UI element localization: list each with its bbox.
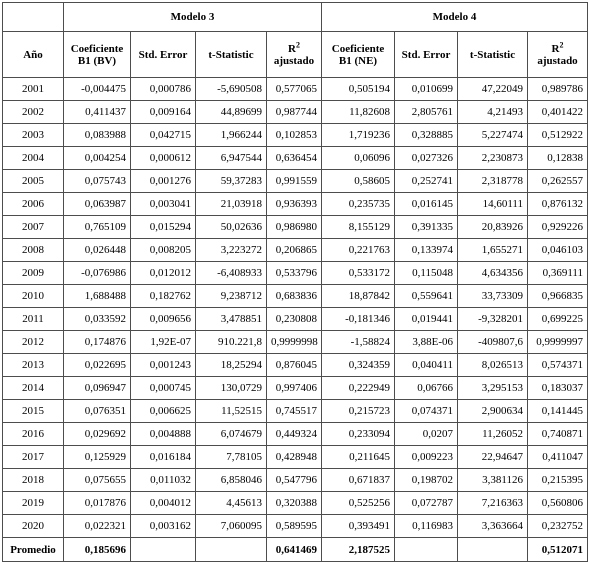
m3-r2-cell: 0,986980 (267, 216, 322, 239)
m4-r2-cell: 0,699225 (528, 308, 588, 331)
m4-r2-cell: 0,966835 (528, 285, 588, 308)
table-row (3, 354, 588, 377)
year-cell: 2010 (3, 285, 64, 308)
m4-t-statistic-cell: 4,634356 (458, 262, 528, 285)
m4-coefficient-cell: 8,155129 (322, 216, 395, 239)
year-column-header: Año (3, 32, 64, 78)
m3-coefficient-cell: 0,075743 (64, 170, 131, 193)
m4-coefficient-header (322, 32, 395, 78)
m3-coefficient-cell: 0,096947 (64, 377, 131, 400)
m4-std-error-cell: 0,559641 (395, 285, 458, 308)
m4-r2-cell: 0,929226 (528, 216, 588, 239)
m3-coefficient-cell: 0,026448 (64, 239, 131, 262)
m3-coefficient-cell: 0,022695 (64, 354, 131, 377)
m3-std-error-cell: 0,000612 (131, 147, 196, 170)
m4-r2-header (528, 32, 588, 78)
m4-t-statistic-cell: 5,227474 (458, 124, 528, 147)
m3-std-error-cell: 0,001276 (131, 170, 196, 193)
m3-std-error-cell: 0,004888 (131, 423, 196, 446)
m3-t-statistic-header: t-Statistic (196, 32, 267, 78)
m4-std-error-cell: 0,116983 (395, 515, 458, 538)
m3-coefficient-header (64, 32, 131, 78)
empty-corner-cell (3, 3, 64, 32)
m4-coefficient-cell: 0,505194 (322, 78, 395, 101)
m4-r2-cell: 0,560806 (528, 492, 588, 515)
m4-std-error-cell: 0,0207 (395, 423, 458, 446)
year-cell: 2003 (3, 124, 64, 147)
m3-coefficient-cell: 0,083988 (64, 124, 131, 147)
m3-coefficient-cell: 0,029692 (64, 423, 131, 446)
average-m3-r2-cell: 0,641469 (267, 538, 322, 562)
year-cell: 2014 (3, 377, 64, 400)
average-m4-t-statistic-cell (458, 538, 528, 562)
m3-std-error-cell: 0,182762 (131, 285, 196, 308)
m4-t-statistic-cell: 11,26052 (458, 423, 528, 446)
table-row (3, 446, 588, 469)
m4-coefficient-cell: -1,58824 (322, 331, 395, 354)
m4-t-statistic-cell: 2,230873 (458, 147, 528, 170)
m3-t-statistic-cell: 50,02636 (196, 216, 267, 239)
m3-std-error-cell: 0,016184 (131, 446, 196, 469)
m3-r2-cell: 0,991559 (267, 170, 322, 193)
m4-r2-cell: 0,232752 (528, 515, 588, 538)
table-row (3, 147, 588, 170)
m4-std-error-cell: 0,391335 (395, 216, 458, 239)
year-cell: 2016 (3, 423, 64, 446)
average-m3-coefficient-cell: 0,185696 (64, 538, 131, 562)
m3-coefficient-cell: 0,411437 (64, 101, 131, 124)
m3-std-error-header: Std. Error (131, 32, 196, 78)
table-row (3, 124, 588, 147)
m4-std-error-cell: 0,115048 (395, 262, 458, 285)
m4-t-statistic-cell: 8,026513 (458, 354, 528, 377)
m4-r2-cell: 0,262557 (528, 170, 588, 193)
m4-r2-cell: 0,512922 (528, 124, 588, 147)
m3-coefficient-cell: -0,076986 (64, 262, 131, 285)
year-cell: 2006 (3, 193, 64, 216)
m3-std-error-cell: 0,006625 (131, 400, 196, 423)
m3-t-statistic-cell: 9,238712 (196, 285, 267, 308)
m3-coefficient-cell: 0,022321 (64, 515, 131, 538)
m3-t-statistic-cell: 1,966244 (196, 124, 267, 147)
m3-std-error-cell: 0,009164 (131, 101, 196, 124)
m3-r2-cell: 0,997406 (267, 377, 322, 400)
m4-r2-cell: 0,574371 (528, 354, 588, 377)
average-m3-std-error-cell (131, 538, 196, 562)
m4-coefficient-cell: 11,82608 (322, 101, 395, 124)
m3-coefficient-cell: 0,033592 (64, 308, 131, 331)
m4-coefficient-cell: 0,06096 (322, 147, 395, 170)
m4-coefficient-cell: 0,671837 (322, 469, 395, 492)
m4-t-statistic-cell: 3,381126 (458, 469, 528, 492)
year-cell: 2007 (3, 216, 64, 239)
m4-t-statistic-cell: 33,73309 (458, 285, 528, 308)
m3-t-statistic-cell: 6,947544 (196, 147, 267, 170)
m4-r2-symbol: R (551, 42, 560, 55)
table-row (3, 515, 588, 538)
table-row (3, 78, 588, 101)
year-cell: 2005 (3, 170, 64, 193)
m4-coefficient-cell: 18,87842 (322, 285, 395, 308)
m3-std-error-cell: 0,004012 (131, 492, 196, 515)
year-cell: 2017 (3, 446, 64, 469)
m4-r2-cell: 0,369111 (528, 262, 588, 285)
m4-t-statistic-cell: 2,318778 (458, 170, 528, 193)
m4-std-error-cell: 3,88E-06 (395, 331, 458, 354)
regression-results-table (2, 2, 588, 562)
m3-t-statistic-cell: 7,78105 (196, 446, 267, 469)
year-cell: 2013 (3, 354, 64, 377)
group-header-row (3, 3, 588, 32)
average-m4-r2-cell: 0,512071 (528, 538, 588, 562)
m3-r2-cell: 0,683836 (267, 285, 322, 308)
m4-std-error-cell: 0,010699 (395, 78, 458, 101)
m3-r2-label: ajustado (273, 54, 315, 67)
m4-t-statistic-cell: 47,22049 (458, 78, 528, 101)
m3-std-error-cell: 0,011032 (131, 469, 196, 492)
m4-t-statistic-cell: 20,83926 (458, 216, 528, 239)
table-row (3, 193, 588, 216)
m4-t-statistic-cell: -409807,6 (458, 331, 528, 354)
table-body (3, 78, 588, 562)
table-row (3, 285, 588, 308)
m4-coefficient-cell: -0,181346 (322, 308, 395, 331)
m4-t-statistic-cell: 4,21493 (458, 101, 528, 124)
m3-r2-header (267, 32, 322, 78)
m3-t-statistic-cell: 44,89699 (196, 101, 267, 124)
average-m3-t-statistic-cell (196, 538, 267, 562)
m3-r2-cell: 0,987744 (267, 101, 322, 124)
m4-coefficient-cell: 0,211645 (322, 446, 395, 469)
m4-std-error-cell: 0,009223 (395, 446, 458, 469)
year-cell: 2012 (3, 331, 64, 354)
m4-coefficient-cell: 0,324359 (322, 354, 395, 377)
m4-r2-cell: 0,183037 (528, 377, 588, 400)
m3-r2-exponent: 2 (295, 39, 300, 49)
m4-coefficient-cell: 0,221763 (322, 239, 395, 262)
m4-r2-exponent: 2 (559, 39, 564, 49)
m3-std-error-cell: 0,042715 (131, 124, 196, 147)
m3-std-error-cell: 0,009656 (131, 308, 196, 331)
m4-coefficient-cell: 0,222949 (322, 377, 395, 400)
m4-coefficient-cell: 0,215723 (322, 400, 395, 423)
m3-std-error-cell: 0,008205 (131, 239, 196, 262)
table-row (3, 423, 588, 446)
m4-coefficient-cell: 0,393491 (322, 515, 395, 538)
m3-r2-cell: 0,636454 (267, 147, 322, 170)
m4-r2-cell: 0,12838 (528, 147, 588, 170)
m4-r2-cell: 0,876132 (528, 193, 588, 216)
m4-coefficient-cell: 0,58605 (322, 170, 395, 193)
year-cell: 2002 (3, 101, 64, 124)
m4-t-statistic-cell: 7,216363 (458, 492, 528, 515)
m4-coefficient-header-line2: B1 (NE) (338, 54, 378, 67)
m3-t-statistic-cell: 6,074679 (196, 423, 267, 446)
m3-r2-cell: 0,547796 (267, 469, 322, 492)
m3-coefficient-cell: 0,174876 (64, 331, 131, 354)
m3-r2-cell: 0,589595 (267, 515, 322, 538)
m3-t-statistic-cell: 3,223272 (196, 239, 267, 262)
m4-r2-cell: 0,9999997 (528, 331, 588, 354)
m4-t-statistic-cell: -9,328201 (458, 308, 528, 331)
m3-t-statistic-cell: 4,45613 (196, 492, 267, 515)
m4-t-statistic-cell: 14,60111 (458, 193, 528, 216)
table-row (3, 331, 588, 354)
average-label-cell: Promedio (3, 538, 64, 562)
modelo-4-header: Modelo 4 (322, 3, 588, 32)
table-row (3, 377, 588, 400)
m3-r2-cell: 0,533796 (267, 262, 322, 285)
table-row (3, 308, 588, 331)
m3-r2-cell: 0,102853 (267, 124, 322, 147)
m4-r2-cell: 0,989786 (528, 78, 588, 101)
m4-coefficient-cell: 1,719236 (322, 124, 395, 147)
m3-coefficient-cell: -0,004475 (64, 78, 131, 101)
table-row (3, 239, 588, 262)
m3-t-statistic-cell: 6,858046 (196, 469, 267, 492)
m4-r2-cell: 0,740871 (528, 423, 588, 446)
m3-t-statistic-cell: 910.221,8 (196, 331, 267, 354)
m4-std-error-cell: 0,016145 (395, 193, 458, 216)
m3-std-error-cell: 1,92E-07 (131, 331, 196, 354)
m3-coefficient-cell: 0,063987 (64, 193, 131, 216)
m4-std-error-cell: 0,040411 (395, 354, 458, 377)
m3-coefficient-cell: 0,004254 (64, 147, 131, 170)
m4-coefficient-cell: 0,235735 (322, 193, 395, 216)
m3-std-error-cell: 0,001243 (131, 354, 196, 377)
m3-coefficient-cell: 0,125929 (64, 446, 131, 469)
m3-t-statistic-cell: 59,37283 (196, 170, 267, 193)
m3-r2-cell: 0,230808 (267, 308, 322, 331)
column-header-row (3, 32, 588, 78)
m4-std-error-header: Std. Error (395, 32, 458, 78)
table-row (3, 262, 588, 285)
m3-r2-cell: 0,320388 (267, 492, 322, 515)
table-row (3, 492, 588, 515)
m4-r2-cell: 0,215395 (528, 469, 588, 492)
average-m4-std-error-cell (395, 538, 458, 562)
m4-t-statistic-cell: 1,655271 (458, 239, 528, 262)
table-row (3, 216, 588, 239)
m4-std-error-cell: 0,328885 (395, 124, 458, 147)
m4-r2-label: ajustado (537, 54, 578, 67)
m3-r2-cell: 0,428948 (267, 446, 322, 469)
year-cell: 2015 (3, 400, 64, 423)
m4-t-statistic-header: t-Statistic (458, 32, 528, 78)
table-row (3, 170, 588, 193)
m3-t-statistic-cell: -6,408933 (196, 262, 267, 285)
m3-coefficient-cell: 0,076351 (64, 400, 131, 423)
m4-std-error-cell: 2,805761 (395, 101, 458, 124)
m3-std-error-cell: 0,003162 (131, 515, 196, 538)
m3-t-statistic-cell: 7,060095 (196, 515, 267, 538)
year-cell: 2019 (3, 492, 64, 515)
m3-r2-cell: 0,449324 (267, 423, 322, 446)
average-row (3, 538, 588, 562)
year-cell: 2018 (3, 469, 64, 492)
m3-t-statistic-cell: 130,0729 (196, 377, 267, 400)
m4-std-error-cell: 0,133974 (395, 239, 458, 262)
m3-r2-cell: 0,936393 (267, 193, 322, 216)
m3-std-error-cell: 0,000786 (131, 78, 196, 101)
m3-t-statistic-cell: 11,52515 (196, 400, 267, 423)
m4-t-statistic-cell: 3,363664 (458, 515, 528, 538)
m4-std-error-cell: 0,027326 (395, 147, 458, 170)
m3-r2-cell: 0,9999998 (267, 331, 322, 354)
m3-t-statistic-cell: 21,03918 (196, 193, 267, 216)
m4-r2-cell: 0,141445 (528, 400, 588, 423)
m3-r2-cell: 0,745517 (267, 400, 322, 423)
m3-std-error-cell: 0,003041 (131, 193, 196, 216)
m4-std-error-cell: 0,06766 (395, 377, 458, 400)
m4-std-error-cell: 0,252741 (395, 170, 458, 193)
m3-coefficient-cell: 1,688488 (64, 285, 131, 308)
m4-coefficient-header-line1: Coeficiente (331, 42, 385, 55)
table-row (3, 469, 588, 492)
table-row (3, 400, 588, 423)
m3-coefficient-cell: 0,017876 (64, 492, 131, 515)
m3-r2-cell: 0,876045 (267, 354, 322, 377)
m3-t-statistic-cell: 3,478851 (196, 308, 267, 331)
m4-std-error-cell: 0,019441 (395, 308, 458, 331)
m3-std-error-cell: 0,012012 (131, 262, 196, 285)
m4-std-error-cell: 0,198702 (395, 469, 458, 492)
year-cell: 2011 (3, 308, 64, 331)
m4-std-error-cell: 0,074371 (395, 400, 458, 423)
year-cell: 2001 (3, 78, 64, 101)
m4-r2-cell: 0,046103 (528, 239, 588, 262)
m4-t-statistic-cell: 22,94647 (458, 446, 528, 469)
m4-t-statistic-cell: 2,900634 (458, 400, 528, 423)
m3-std-error-cell: 0,000745 (131, 377, 196, 400)
m4-r2-cell: 0,401422 (528, 101, 588, 124)
m4-coefficient-cell: 0,233094 (322, 423, 395, 446)
m3-t-statistic-cell: 18,25294 (196, 354, 267, 377)
m3-coefficient-cell: 0,765109 (64, 216, 131, 239)
m3-coefficient-header-line1: Coeficiente (70, 42, 124, 55)
m3-coefficient-cell: 0,075655 (64, 469, 131, 492)
m3-t-statistic-cell: -5,690508 (196, 78, 267, 101)
m4-std-error-cell: 0,072787 (395, 492, 458, 515)
year-cell: 2008 (3, 239, 64, 262)
year-cell: 2009 (3, 262, 64, 285)
m3-r2-cell: 0,206865 (267, 239, 322, 262)
m4-coefficient-cell: 0,533172 (322, 262, 395, 285)
year-cell: 2004 (3, 147, 64, 170)
m4-r2-cell: 0,411047 (528, 446, 588, 469)
m3-r2-cell: 0,577065 (267, 78, 322, 101)
table-row (3, 101, 588, 124)
modelo-3-header: Modelo 3 (64, 3, 322, 32)
m3-r2-symbol: R (288, 42, 296, 55)
m3-std-error-cell: 0,015294 (131, 216, 196, 239)
year-cell: 2020 (3, 515, 64, 538)
m3-coefficient-header-line2: B1 (BV) (77, 54, 117, 67)
m4-t-statistic-cell: 3,295153 (458, 377, 528, 400)
m4-coefficient-cell: 0,525256 (322, 492, 395, 515)
average-m4-coefficient-cell: 2,187525 (322, 538, 395, 562)
